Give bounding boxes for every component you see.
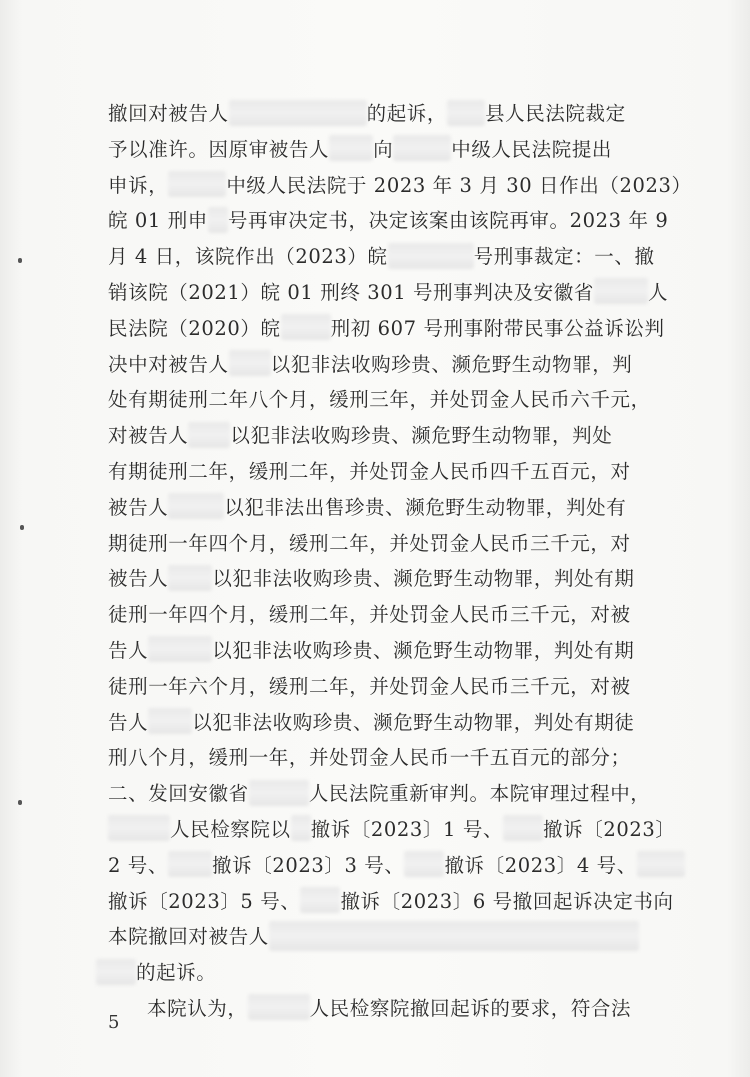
scan-mark: [18, 258, 22, 263]
redaction: [300, 887, 340, 913]
redaction: [208, 207, 228, 233]
redaction: [291, 815, 311, 841]
text-line: 决中对被告人 以犯非法收购珍贵、濒危野生动物罪，判: [108, 347, 648, 383]
redaction: [96, 959, 136, 985]
text-line: 徒刑一年四个月，缓刑二年，并处罚金人民币三千元，对被: [108, 603, 631, 627]
page-number: 5: [108, 1012, 120, 1033]
text-line: 告人 以犯非法收购珍贵、濒危野生动物罪，判处有期徒: [108, 705, 648, 741]
redaction: [388, 243, 474, 269]
redaction: [148, 636, 212, 662]
redaction: [249, 780, 309, 806]
scan-mark: [20, 525, 24, 530]
redaction: [229, 350, 271, 376]
text-line: 撤诉〔2023〕5 号、 撤诉〔2023〕6 号撤回起诉决定书向: [108, 884, 648, 920]
text-line: 申诉， 中级人民法院于 2023 年 3 月 30 日作出（2023）: [108, 168, 648, 204]
text-line: 告人 以犯非法收购珍贵、濒危野生动物罪，判处有期: [108, 633, 648, 669]
text-line: 销该院（2021）皖 01 刑终 301 号刑事判决及安徽省 人: [108, 275, 648, 311]
text-line: 被告人 以犯非法收购珍贵、濒危野生动物罪，判处有期: [108, 561, 648, 597]
redaction: [447, 100, 485, 126]
scan-mark: [18, 800, 22, 805]
redaction: [168, 565, 212, 591]
text-line: 有期徒刑二年，缓刑二年，并处罚金人民币四千五百元，对: [108, 459, 631, 483]
text-line: 皖 01 刑申 号再审决定书，决定该案由该院再审。2023 年 9: [108, 203, 648, 239]
text-line: 被告人 以犯非法出售珍贵、濒危野生动物罪，判处有: [108, 490, 648, 526]
redaction: [393, 135, 451, 161]
text-line: 二、发回安徽省 人民法院重新审判。本院审理过程中，: [108, 776, 648, 812]
redaction: [168, 851, 212, 877]
text-line: 2 号、 撤诉〔2023〕3 号、 撤诉〔2023〕4 号、: [108, 848, 648, 884]
redaction: [108, 815, 170, 841]
text-line: 对被告人 以犯非法收购珍贵、濒危野生动物罪，判处: [108, 418, 648, 454]
text-line: 本院撤回对被告人: [108, 919, 648, 955]
text-line: 月 4 日，该院作出（2023）皖 号刑事裁定：一、撤: [108, 239, 648, 275]
text-line: 本院认为， 人民检察院撤回起诉的要求，符合法: [108, 991, 648, 1027]
body-text: [108, 96, 692, 1027]
text-line: 民法院（2020）皖 刑初 607 号刑事附带民事公益诉讼判: [108, 311, 648, 347]
redaction: [248, 994, 310, 1020]
redaction: [269, 921, 639, 951]
text-line: 的起诉。: [108, 955, 648, 991]
redaction: [329, 135, 373, 161]
redaction: [188, 422, 230, 448]
redaction: [637, 851, 685, 877]
redaction: [594, 278, 648, 304]
text-line: 期徒刑一年四个月，缓刑二年，并处罚金人民币三千元，对: [108, 531, 631, 555]
text-line: 撤回对被告人 的起诉， 县人民法院裁定: [108, 96, 648, 132]
text-line: 人民检察院以 撤诉〔2023〕1 号、 撤诉〔2023〕: [108, 812, 648, 848]
redaction: [503, 815, 543, 841]
redaction: [168, 171, 226, 197]
redaction: [229, 100, 367, 126]
redaction: [168, 493, 224, 519]
redaction: [404, 851, 444, 877]
text-line: 刑八个月，缓刑一年，并处罚金人民币一千五百元的部分；: [108, 746, 631, 770]
text-line: 处有期徒刑二年八个月，缓刑三年，并处罚金人民币六千元，: [108, 388, 651, 412]
redaction: [281, 314, 331, 340]
redaction: [148, 708, 192, 734]
text-line: 徒刑一年六个月，缓刑二年，并处罚金人民币三千元，对被: [108, 674, 631, 698]
text-line: 予以准许。因原审被告人 向 中级人民法院提出: [108, 132, 648, 168]
